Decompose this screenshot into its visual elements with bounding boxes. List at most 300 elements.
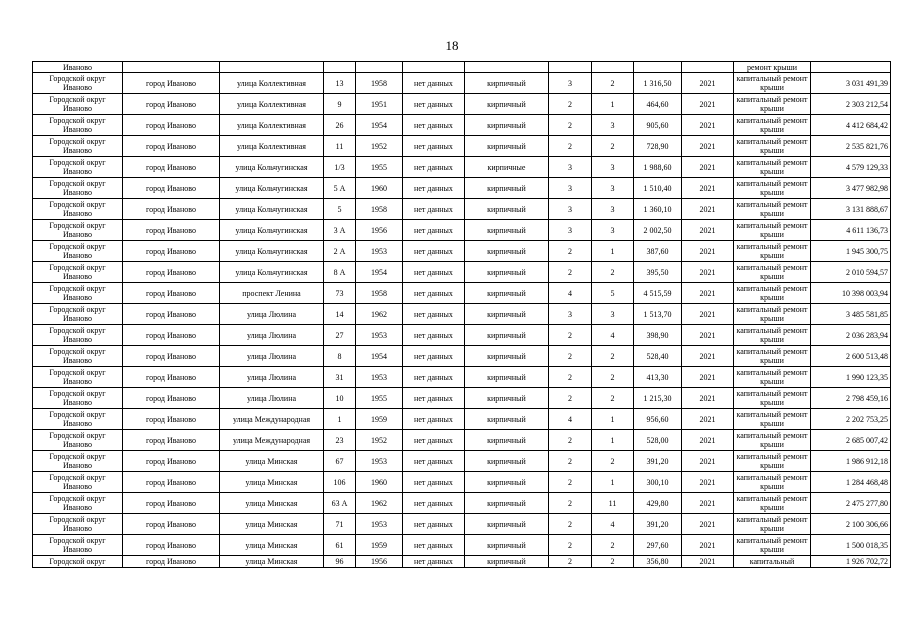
cell-street: улица Кольчугинская <box>220 220 324 241</box>
table-row <box>33 115 891 136</box>
cell-city: город Иваново <box>123 535 220 556</box>
cell-city: город Иваново <box>123 430 220 451</box>
cell-cost: 2 202 753,25 <box>811 409 891 430</box>
cell-house: 5 <box>324 199 356 220</box>
cell-entrances: 2 <box>592 346 634 367</box>
cell-city: город Иваново <box>123 472 220 493</box>
cell-wall-material: кирпичный <box>465 325 549 346</box>
cell-district: Городской округ Иваново <box>33 178 123 199</box>
cell-renovation-year: нет данных <box>403 472 465 493</box>
cell-year: 1958 <box>356 73 403 94</box>
cell-renovation-year: нет данных <box>403 535 465 556</box>
cell-work-type: капитальный ремонт крыши <box>734 199 811 220</box>
cell-cost: 2 600 513,48 <box>811 346 891 367</box>
cell-work-type: капитальный ремонт крыши <box>734 346 811 367</box>
cell-entrances: 3 <box>592 220 634 241</box>
page-number: 18 <box>445 38 459 53</box>
cell-city: город Иваново <box>123 262 220 283</box>
cell-plan-year: 2021 <box>682 136 734 157</box>
cell-house: 11 <box>324 136 356 157</box>
cell-year: 1953 <box>356 367 403 388</box>
cell-work-type: капитальный ремонт крыши <box>734 178 811 199</box>
cell-street: улица Минская <box>220 472 324 493</box>
cell-year: 1952 <box>356 136 403 157</box>
cell-street: улица Люлина <box>220 325 324 346</box>
cell-wall-material: кирпичный <box>465 472 549 493</box>
cell-street: улица Кольчугинская <box>220 199 324 220</box>
cell-city: город Иваново <box>123 493 220 514</box>
cell-floors: 2 <box>549 451 592 472</box>
cell-district: Городской округ Иваново <box>33 157 123 178</box>
cell-renovation-year: нет данных <box>403 346 465 367</box>
cell-entrances: 5 <box>592 283 634 304</box>
cell-street: улица Минская <box>220 535 324 556</box>
cell-area: 387,60 <box>634 241 682 262</box>
cell-city: город Иваново <box>123 178 220 199</box>
cell-cost: 3 131 888,67 <box>811 199 891 220</box>
cell-district: Городской округ Иваново <box>33 241 123 262</box>
cell-street: улица Кольчугинская <box>220 178 324 199</box>
cell-work-type: капитальный ремонт крыши <box>734 94 811 115</box>
cell-work-type: ремонт крыши <box>734 62 811 73</box>
cell-year: 1962 <box>356 304 403 325</box>
cell-district: Городской округ Иваново <box>33 262 123 283</box>
cell-plan-year: 2021 <box>682 157 734 178</box>
cell-district: Городской округ Иваново <box>33 283 123 304</box>
cell-wall-material: кирпичный <box>465 283 549 304</box>
cell-cost: 4 579 129,33 <box>811 157 891 178</box>
cell-floors: 2 <box>549 535 592 556</box>
cell-area: 391,20 <box>634 451 682 472</box>
cell-street: улица Минская <box>220 556 324 568</box>
cell-plan-year: 2021 <box>682 73 734 94</box>
cell-house: 9 <box>324 94 356 115</box>
cell-house: 1 <box>324 409 356 430</box>
cell-wall-material: кирпичный <box>465 451 549 472</box>
table-row <box>33 388 891 409</box>
cell-entrances: 2 <box>592 556 634 568</box>
cell-entrances: 1 <box>592 472 634 493</box>
table-row <box>33 514 891 535</box>
cell-floors: 3 <box>549 178 592 199</box>
table-row <box>33 367 891 388</box>
cell-district: Городской округ Иваново <box>33 94 123 115</box>
cell-year: 1953 <box>356 241 403 262</box>
cell-floors: 2 <box>549 493 592 514</box>
cell-house: 73 <box>324 283 356 304</box>
cell-district: Городской округ Иваново <box>33 514 123 535</box>
cell-renovation-year: нет данных <box>403 556 465 568</box>
cell-year: 1952 <box>356 430 403 451</box>
cell-cost: 1 945 300,75 <box>811 241 891 262</box>
cell-plan-year: 2021 <box>682 178 734 199</box>
cell-renovation-year: нет данных <box>403 178 465 199</box>
cell-district: Городской округ Иваново <box>33 199 123 220</box>
table-row <box>33 493 891 514</box>
cell-floors: 3 <box>549 157 592 178</box>
cell-plan-year: 2021 <box>682 388 734 409</box>
cell-plan-year: 2021 <box>682 367 734 388</box>
cell-work-type: капитальный ремонт крыши <box>734 73 811 94</box>
cell-floors: 3 <box>549 304 592 325</box>
table-row <box>33 136 891 157</box>
cell-area: 391,20 <box>634 514 682 535</box>
cell-street: улица Кольчугинская <box>220 157 324 178</box>
cell-entrances: 3 <box>592 157 634 178</box>
cell-wall-material: кирпичный <box>465 514 549 535</box>
cell-plan-year <box>682 62 734 73</box>
cell-house: 27 <box>324 325 356 346</box>
cell-area: 528,00 <box>634 430 682 451</box>
cell-renovation-year: нет данных <box>403 493 465 514</box>
cell-year: 1954 <box>356 262 403 283</box>
cell-work-type: капитальный <box>734 556 811 568</box>
cell-cost: 1 986 912,18 <box>811 451 891 472</box>
cell-cost: 2 685 007,42 <box>811 430 891 451</box>
cell-year: 1951 <box>356 94 403 115</box>
cell-renovation-year: нет данных <box>403 136 465 157</box>
cell-floors <box>549 62 592 73</box>
cell-city: город Иваново <box>123 409 220 430</box>
cell-work-type: капитальный ремонт крыши <box>734 388 811 409</box>
table-row <box>33 178 891 199</box>
table-row <box>33 62 891 73</box>
table-row <box>33 556 891 568</box>
cell-renovation-year: нет данных <box>403 409 465 430</box>
cell-year: 1954 <box>356 346 403 367</box>
cell-floors: 2 <box>549 556 592 568</box>
cell-year: 1960 <box>356 472 403 493</box>
data-table <box>32 61 891 568</box>
cell-area: 297,60 <box>634 535 682 556</box>
cell-wall-material: кирпичный <box>465 94 549 115</box>
cell-entrances: 2 <box>592 136 634 157</box>
cell-house: 106 <box>324 472 356 493</box>
table-row <box>33 451 891 472</box>
cell-wall-material: кирпичный <box>465 430 549 451</box>
cell-area: 905,60 <box>634 115 682 136</box>
cell-wall-material: кирпичный <box>465 115 549 136</box>
cell-district: Городской округ Иваново <box>33 493 123 514</box>
cell-cost: 3 031 491,39 <box>811 73 891 94</box>
cell-district: Городской округ Иваново <box>33 535 123 556</box>
cell-district: Городской округ Иваново <box>33 346 123 367</box>
cell-house: 3 А <box>324 220 356 241</box>
cell-year: 1958 <box>356 199 403 220</box>
cell-year: 1959 <box>356 535 403 556</box>
cell-work-type: капитальный ремонт крыши <box>734 325 811 346</box>
cell-plan-year: 2021 <box>682 409 734 430</box>
cell-renovation-year: нет данных <box>403 451 465 472</box>
cell-district: Городской округ Иваново <box>33 472 123 493</box>
cell-wall-material: кирпичный <box>465 367 549 388</box>
table-body <box>33 62 891 568</box>
cell-year: 1956 <box>356 220 403 241</box>
cell-renovation-year: нет данных <box>403 73 465 94</box>
cell-wall-material <box>465 62 549 73</box>
cell-floors: 2 <box>549 262 592 283</box>
cell-street: улица Люлина <box>220 388 324 409</box>
cell-renovation-year: нет данных <box>403 514 465 535</box>
cell-wall-material: кирпичный <box>465 73 549 94</box>
cell-area: 429,80 <box>634 493 682 514</box>
cell-wall-material: кирпичный <box>465 556 549 568</box>
cell-entrances: 2 <box>592 451 634 472</box>
cell-plan-year: 2021 <box>682 430 734 451</box>
cell-district: Городской округ <box>33 556 123 568</box>
cell-area: 1 316,50 <box>634 73 682 94</box>
cell-city: город Иваново <box>123 451 220 472</box>
cell-plan-year: 2021 <box>682 241 734 262</box>
cell-entrances: 1 <box>592 241 634 262</box>
cell-street: улица Люлина <box>220 304 324 325</box>
cell-work-type: капитальный ремонт крыши <box>734 472 811 493</box>
table-row <box>33 157 891 178</box>
cell-plan-year: 2021 <box>682 304 734 325</box>
cell-floors: 3 <box>549 220 592 241</box>
cell-work-type: капитальный ремонт крыши <box>734 514 811 535</box>
cell-work-type: капитальный ремонт крыши <box>734 304 811 325</box>
cell-house: 23 <box>324 430 356 451</box>
cell-house: 96 <box>324 556 356 568</box>
cell-year: 1953 <box>356 514 403 535</box>
cell-area: 528,40 <box>634 346 682 367</box>
cell-plan-year: 2021 <box>682 220 734 241</box>
cell-street: улица Международная <box>220 409 324 430</box>
cell-cost: 2 036 283,94 <box>811 325 891 346</box>
cell-district: Городской округ Иваново <box>33 367 123 388</box>
cell-cost: 4 412 684,42 <box>811 115 891 136</box>
cell-city: город Иваново <box>123 220 220 241</box>
cell-floors: 2 <box>549 136 592 157</box>
cell-district: Иваново <box>33 62 123 73</box>
cell-house: 13 <box>324 73 356 94</box>
cell-street: улица Коллективная <box>220 94 324 115</box>
cell-cost <box>811 62 891 73</box>
cell-work-type: капитальный ремонт крыши <box>734 451 811 472</box>
cell-cost: 3 477 982,98 <box>811 178 891 199</box>
cell-street: улица Минская <box>220 493 324 514</box>
cell-city: город Иваново <box>123 241 220 262</box>
cell-renovation-year: нет данных <box>403 262 465 283</box>
cell-work-type: капитальный ремонт крыши <box>734 241 811 262</box>
cell-entrances: 4 <box>592 325 634 346</box>
table-row <box>33 283 891 304</box>
cell-entrances: 2 <box>592 367 634 388</box>
cell-year: 1958 <box>356 283 403 304</box>
cell-house: 2 А <box>324 241 356 262</box>
cell-house: 31 <box>324 367 356 388</box>
cell-entrances: 2 <box>592 262 634 283</box>
cell-plan-year: 2021 <box>682 493 734 514</box>
cell-house: 71 <box>324 514 356 535</box>
cell-wall-material: кирпичный <box>465 346 549 367</box>
cell-floors: 2 <box>549 430 592 451</box>
cell-street: улица Минская <box>220 451 324 472</box>
table-row <box>33 304 891 325</box>
cell-year: 1960 <box>356 178 403 199</box>
cell-cost: 1 284 468,48 <box>811 472 891 493</box>
cell-entrances: 11 <box>592 493 634 514</box>
cell-renovation-year: нет данных <box>403 199 465 220</box>
cell-entrances: 3 <box>592 199 634 220</box>
cell-plan-year: 2021 <box>682 283 734 304</box>
cell-wall-material: кирпичный <box>465 262 549 283</box>
cell-street: улица Коллективная <box>220 115 324 136</box>
cell-district: Городской округ Иваново <box>33 304 123 325</box>
cell-cost: 1 500 018,35 <box>811 535 891 556</box>
cell-street: улица Кольчугинская <box>220 262 324 283</box>
table-row <box>33 430 891 451</box>
cell-area <box>634 62 682 73</box>
cell-entrances: 4 <box>592 514 634 535</box>
cell-area: 1 360,10 <box>634 199 682 220</box>
cell-street: улица Кольчугинская <box>220 241 324 262</box>
cell-floors: 2 <box>549 388 592 409</box>
cell-street: улица Коллективная <box>220 136 324 157</box>
cell-year: 1956 <box>356 556 403 568</box>
cell-city: город Иваново <box>123 136 220 157</box>
cell-city: город Иваново <box>123 346 220 367</box>
cell-district: Городской округ Иваново <box>33 220 123 241</box>
cell-area: 398,90 <box>634 325 682 346</box>
cell-city: город Иваново <box>123 325 220 346</box>
cell-wall-material: кирпичный <box>465 304 549 325</box>
cell-plan-year: 2021 <box>682 472 734 493</box>
cell-district: Городской округ Иваново <box>33 430 123 451</box>
cell-cost: 3 485 581,85 <box>811 304 891 325</box>
cell-street: улица Люлина <box>220 346 324 367</box>
cell-street: улица Минская <box>220 514 324 535</box>
cell-entrances: 1 <box>592 94 634 115</box>
cell-area: 1 510,40 <box>634 178 682 199</box>
table-row <box>33 241 891 262</box>
cell-cost: 10 398 003,94 <box>811 283 891 304</box>
cell-city: город Иваново <box>123 115 220 136</box>
table-row <box>33 346 891 367</box>
cell-floors: 3 <box>549 73 592 94</box>
table-row <box>33 94 891 115</box>
cell-wall-material: кирпичные <box>465 157 549 178</box>
table-row <box>33 73 891 94</box>
cell-city: город Иваново <box>123 157 220 178</box>
cell-district: Городской округ Иваново <box>33 409 123 430</box>
cell-entrances: 1 <box>592 430 634 451</box>
cell-area: 2 002,50 <box>634 220 682 241</box>
cell-floors: 2 <box>549 115 592 136</box>
cell-renovation-year: нет данных <box>403 325 465 346</box>
cell-area: 395,50 <box>634 262 682 283</box>
cell-city: город Иваново <box>123 388 220 409</box>
cell-year: 1955 <box>356 157 403 178</box>
cell-work-type: капитальный ремонт крыши <box>734 367 811 388</box>
table-row <box>33 325 891 346</box>
table-row <box>33 199 891 220</box>
cell-renovation-year: нет данных <box>403 157 465 178</box>
cell-plan-year: 2021 <box>682 94 734 115</box>
cell-district: Городской округ Иваново <box>33 73 123 94</box>
cell-house: 63 А <box>324 493 356 514</box>
cell-cost: 2 475 277,80 <box>811 493 891 514</box>
cell-wall-material: кирпичный <box>465 535 549 556</box>
cell-district: Городской округ Иваново <box>33 115 123 136</box>
cell-district: Городской округ Иваново <box>33 136 123 157</box>
cell-street: улица Люлина <box>220 367 324 388</box>
cell-area: 728,90 <box>634 136 682 157</box>
cell-renovation-year: нет данных <box>403 304 465 325</box>
cell-floors: 2 <box>549 241 592 262</box>
cell-cost: 4 611 136,73 <box>811 220 891 241</box>
cell-street: улица Коллективная <box>220 73 324 94</box>
table-row <box>33 262 891 283</box>
cell-area: 413,30 <box>634 367 682 388</box>
cell-entrances: 3 <box>592 304 634 325</box>
cell-district: Городской округ Иваново <box>33 451 123 472</box>
cell-cost: 1 990 123,35 <box>811 367 891 388</box>
cell-cost: 1 926 702,72 <box>811 556 891 568</box>
cell-work-type: капитальный ремонт крыши <box>734 409 811 430</box>
cell-floors: 2 <box>549 325 592 346</box>
cell-wall-material: кирпичный <box>465 136 549 157</box>
cell-street: улица Международная <box>220 430 324 451</box>
cell-wall-material: кирпичный <box>465 388 549 409</box>
cell-area: 300,10 <box>634 472 682 493</box>
cell-city: город Иваново <box>123 199 220 220</box>
cell-plan-year: 2021 <box>682 262 734 283</box>
cell-house: 10 <box>324 388 356 409</box>
table-row <box>33 535 891 556</box>
cell-plan-year: 2021 <box>682 346 734 367</box>
cell-renovation-year: нет данных <box>403 367 465 388</box>
cell-city <box>123 62 220 73</box>
cell-entrances: 1 <box>592 409 634 430</box>
cell-cost: 2 535 821,76 <box>811 136 891 157</box>
cell-renovation-year: нет данных <box>403 220 465 241</box>
cell-floors: 4 <box>549 283 592 304</box>
cell-area: 356,80 <box>634 556 682 568</box>
cell-work-type: капитальный ремонт крыши <box>734 115 811 136</box>
cell-city: город Иваново <box>123 283 220 304</box>
cell-house: 8 А <box>324 262 356 283</box>
cell-year <box>356 62 403 73</box>
table-row <box>33 220 891 241</box>
cell-plan-year: 2021 <box>682 115 734 136</box>
cell-work-type: капитальный ремонт крыши <box>734 430 811 451</box>
cell-renovation-year: нет данных <box>403 241 465 262</box>
cell-cost: 2 100 306,66 <box>811 514 891 535</box>
cell-floors: 2 <box>549 514 592 535</box>
cell-house: 5 А <box>324 178 356 199</box>
cell-year: 1959 <box>356 409 403 430</box>
cell-entrances <box>592 62 634 73</box>
cell-floors: 2 <box>549 346 592 367</box>
cell-entrances: 3 <box>592 115 634 136</box>
cell-plan-year: 2021 <box>682 451 734 472</box>
cell-work-type: капитальный ремонт крыши <box>734 157 811 178</box>
cell-area: 464,60 <box>634 94 682 115</box>
cell-wall-material: кирпичный <box>465 199 549 220</box>
cell-renovation-year: нет данных <box>403 430 465 451</box>
cell-cost: 2 010 594,57 <box>811 262 891 283</box>
cell-floors: 2 <box>549 472 592 493</box>
cell-entrances: 2 <box>592 535 634 556</box>
cell-city: город Иваново <box>123 94 220 115</box>
cell-plan-year: 2021 <box>682 325 734 346</box>
cell-year: 1955 <box>356 388 403 409</box>
cell-work-type: капитальный ремонт крыши <box>734 136 811 157</box>
cell-floors: 4 <box>549 409 592 430</box>
cell-wall-material: кирпичный <box>465 409 549 430</box>
